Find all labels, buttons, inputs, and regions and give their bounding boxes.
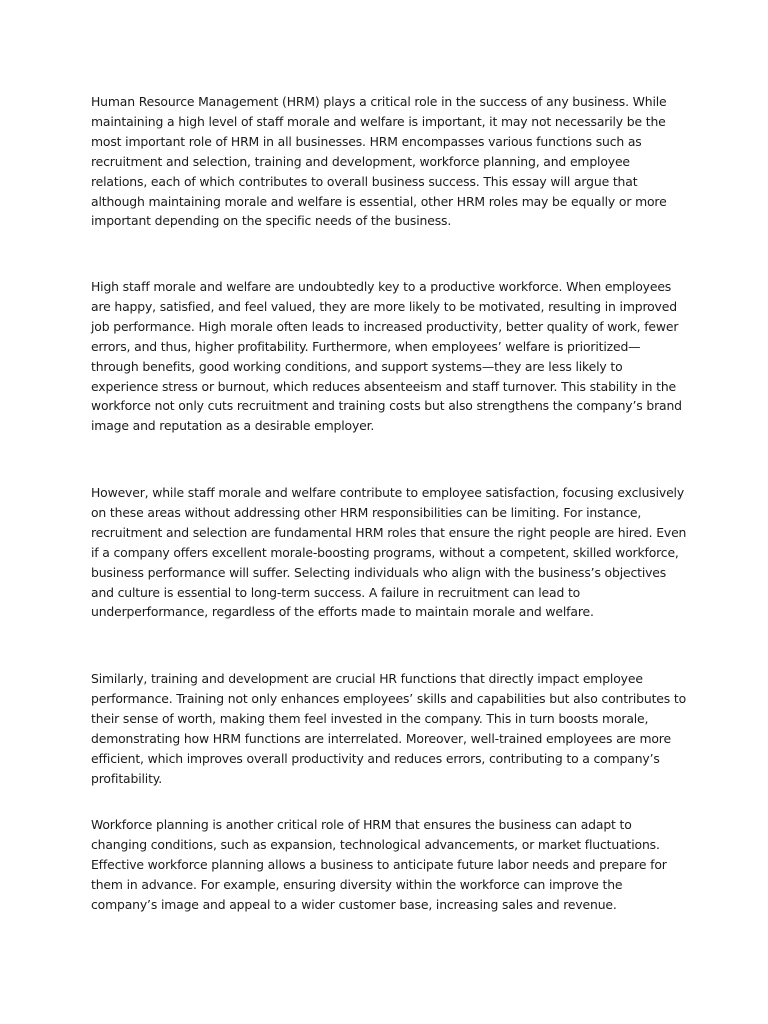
paragraph-recruitment: However, while staff morale and welfare contribute to employee satisfaction, focusing exclusively on these areas without addressing other HRM responsibilities can be limiting. For instance, recruitment and selection are fundamental HRM roles that ensure the right people are hired. Even if a company offers excellent morale-boosting programs, without a competent, skilled workforce, business performance will suffer. Selecting individuals who align with the business’s objectives and culture is essential to long-term success. A failure in recruitment can lead to underperformance, regardless of the efforts made to maintain morale and welfare. — [91, 485, 687, 620]
paragraph-training: Similarly, training and development are crucial HR functions that directly impact employee performance. Training not only enhances employees’ skills and capabilities but also contributes to their sense of worth, making them feel invested in the company. This in turn boosts morale, demonstrating how HRM functions are interrelated. Moreover, well-trained employees are more efficient, which improves overall productivity and reduces errors, contributing to a company’s profitability. — [91, 671, 687, 786]
paragraph-workforce-planning: Workforce planning is another critical role of HRM that ensures the business can adapt to changing conditions, such as expansion, technological advancements, or market fluctuations. Effective workforce planning allows a business to anticipate future labor needs and prepare for them in advance. For example, ensuring diversity within the workforce can improve the company’s image and appeal to a wider customer base, increasing sales and revenue. — [91, 817, 667, 912]
paragraph-morale-welfare: High staff morale and welfare are undoubtedly key to a productive workforce. When employees are happy, satisfied, and feel valued, they are more likely to be motivated, resulting in improved job performance. High morale often leads to increased productivity, better quality of work, fewer errors, and thus, higher profitability. Furthermore, when employees’ welfare is prioritized—through benefits, good working conditions, and support systems—they are less likely to experience stress or burnout, which reduces absenteeism and staff turnover. This stability in the workforce not only cuts recruitment and training costs but also strengthens the company’s brand image and reputation as a desirable employer. — [91, 279, 682, 434]
paragraph-intro: Human Resource Management (HRM) plays a critical role in the success of any business. While maintaining a high level of staff morale and welfare is important, it may not necessarily be the most important role of HRM in all businesses. HRM encompasses various functions such as recruitment and selection, training and development, workforce planning, and employee relations, each of which contributes to overall business success. This essay will argue that although maintaining morale and welfare is essential, other HRM roles may be equally or more important depending on the specific needs of the business. — [91, 94, 667, 229]
